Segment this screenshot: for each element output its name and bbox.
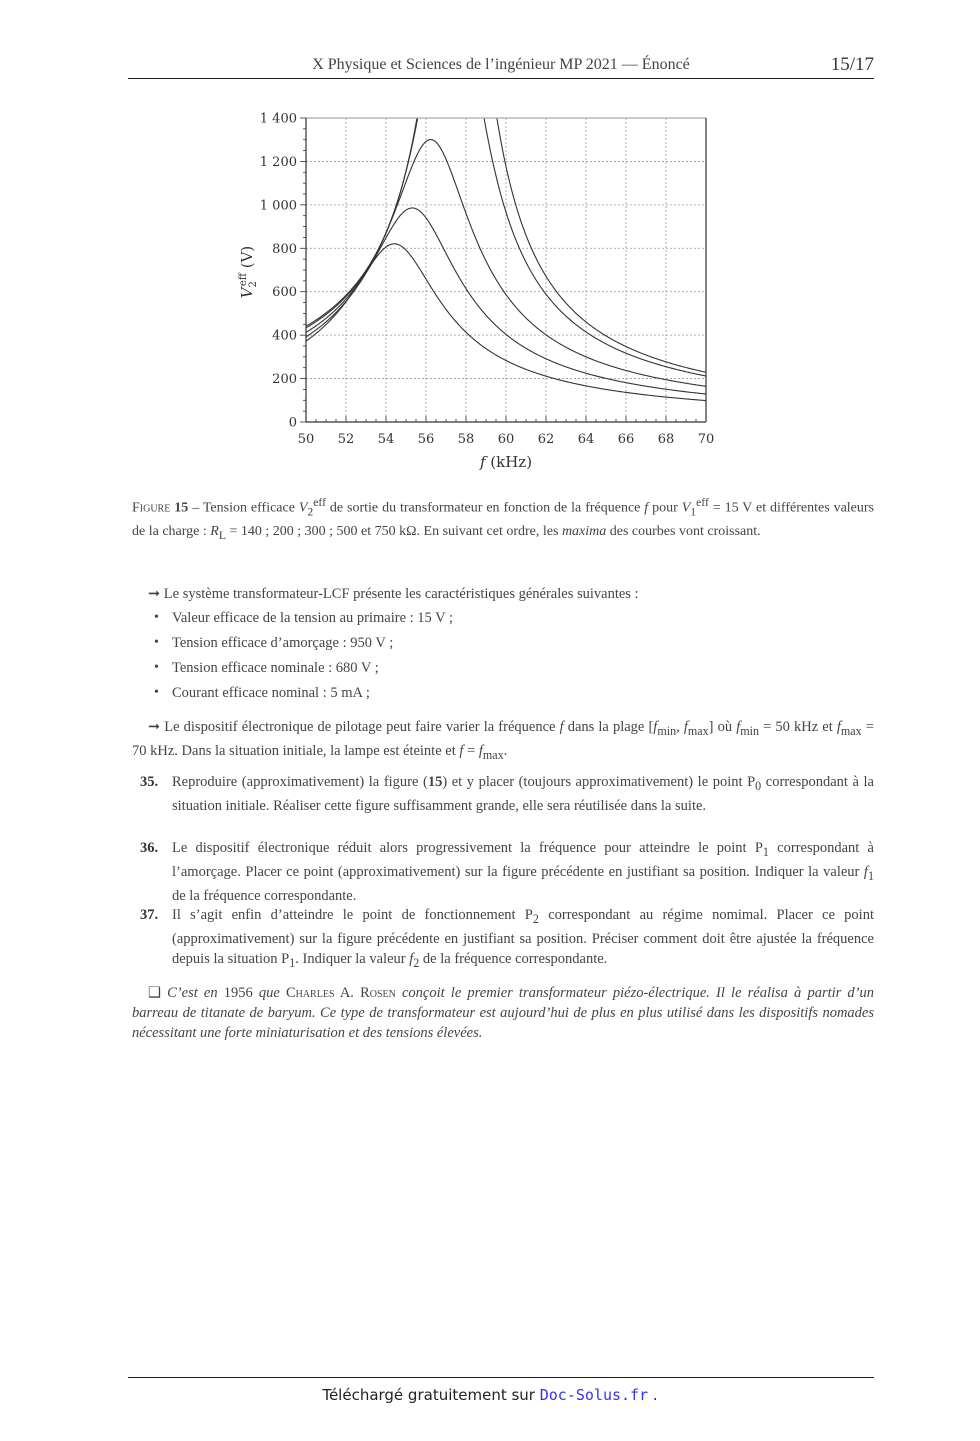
page-number: 15/17 [830, 54, 874, 75]
figure-15-chart [230, 105, 730, 480]
doc-solus-link[interactable]: Doc-Solus.fr [539, 1386, 649, 1404]
x-tick-label: 70 [697, 432, 715, 447]
text: Il s’agit enfin d’atteindre le point de fonctionnement P [172, 907, 533, 923]
text: ] où [708, 719, 737, 735]
text: correspondant au régime nomimal. Placer ce point (approximativement) sur la figure précédente en justifiant sa position. Préciser comment doit être ajustée la fréquence depuis la situation P [172, 907, 874, 967]
text: dans la plage [ [563, 719, 654, 735]
question-35 [140, 772, 874, 816]
y-tick-label: 0 [288, 415, 297, 431]
page-footer [0, 1386, 980, 1404]
footer-text: Téléchargé gratuitement sur [322, 1386, 540, 1404]
y-tick-label: 1 000 [259, 198, 297, 214]
question-number: 36. [140, 840, 159, 856]
x-tick-label: 50 [297, 432, 315, 447]
y-tick-label: 200 [272, 372, 297, 388]
page-header [128, 54, 874, 79]
text: de la fréquence correspondante. [172, 887, 357, 904]
list-item: • Tension efficace nominale : 680 V ; [132, 658, 874, 683]
x-axis-label: f (kHz) [479, 453, 533, 471]
caption-text: = 15 V et différentes valeurs de la charge : [132, 500, 874, 540]
text: correspondant à la situation initiale. Réaliser cette figure suffisamment grande, elle sera réutilisée dans la suite. [172, 774, 874, 814]
historical-note [132, 983, 874, 1043]
text: . [503, 742, 508, 759]
frequency-range-paragraph: ➞ Le dispositif électronique de pilotage peut faire varier la fréquence f dans la plage [$f_{min}$, $f_{max}$] où $f_{min} = 50$ kHz et $f_{max} = 70$ kHz. Dans la situation initiale, la lampe est éteinte et $f = f_{max}$. [132, 719, 874, 762]
caption-label: Figure [132, 500, 171, 516]
question-number: 35. [140, 774, 159, 790]
rl-symbol: R [210, 524, 219, 540]
list-item: • Tension efficace d’amorçage : 950 V ; [132, 633, 874, 658]
x-tick-label: 60 [497, 432, 515, 447]
y-tick-label: 1 400 [259, 111, 297, 127]
resonance-plot [230, 105, 730, 480]
caption-maxima: maxima [561, 524, 607, 540]
x-tick-label: 52 [337, 432, 355, 447]
y-tick-label: 600 [272, 285, 297, 301]
text: . Indiquer la valeur [295, 950, 410, 967]
system-intro: ➞ Le système transformateur-LCF présente les caractéristiques générales suivantes : [148, 586, 639, 602]
x-tick-label: 66 [617, 432, 635, 447]
footer-text: . [648, 1386, 658, 1404]
checkbox-icon: ❑ [148, 985, 168, 1001]
text: ➞ Le dispositif électronique de pilotage peut faire varier la fréquence [148, 719, 560, 735]
document-title: X Physique et Sciences de l’ingénieur MP 2021 — Énoncé [312, 56, 690, 73]
x-tick-label: 54 [377, 432, 395, 447]
x-tick-label: 68 [657, 432, 675, 447]
caption-text: pour [648, 500, 682, 516]
text: ) et y placer (toujours approximativement) le point P [442, 774, 756, 790]
list-item: • Courant efficace nominal : 5 mA ; [132, 683, 874, 708]
y-tick-label: 800 [272, 241, 297, 257]
text: conçoit le premier transformateur piézo-électrique. Il le réalisa à partir d’un barreau de titanate de baryum. Ce type de transformateur est aujourd’hui de plus en plus utilisé dans les dispositifs nomades nécessitant une forte miniaturisation et des tensions élevées. [132, 985, 874, 1041]
text: que [252, 985, 286, 1001]
caption-text: de sortie du transformateur en fonction de la fréquence [325, 500, 645, 516]
caption-text: = 140 ; 200 ; 300 ; 500 et 750 kΩ. En suivant cet ordre, les [225, 524, 562, 540]
sub: 2 [532, 911, 539, 926]
text: C’est en [167, 985, 224, 1001]
x-tick-label: 56 [417, 432, 435, 447]
curves [306, 105, 706, 401]
caption-text: des courbes vont croissant. [606, 524, 761, 540]
text: de la fréquence correspondante. [419, 950, 608, 967]
text: = 70 kHz. Dans la situation initiale, la lampe est éteinte et [132, 719, 874, 759]
list-item: • Valeur efficace de la tension au primaire : 15 V ; [132, 608, 874, 633]
characteristics-list [132, 608, 874, 708]
sub: 1 [762, 844, 769, 859]
rl-sub: L [218, 529, 226, 543]
question-36: 36. Le dispositif électronique réduit alors progressivement la fréquence pour atteindre le point $P_1$ correspondant à l’amorçage. Placer ce point (approximativement) sur la figure précédente en justifiant sa position. Indiquer la valeur $f_1$ de la fréquence correspondante. [140, 840, 874, 904]
text: Reproduire (approximativement) la figure ( [172, 774, 428, 790]
x-tick-label: 58 [457, 432, 475, 447]
text: correspondant à l’amorçage. Placer ce point (approximativement) sur la figure précédente en justifiant sa position. Indiquer la valeur [172, 840, 874, 880]
caption-text: – Tension efficace [188, 500, 299, 516]
sub: 1 [867, 868, 874, 883]
year: 1956 [223, 985, 253, 1001]
text: = 50 kHz et [759, 719, 837, 735]
footer-divider [128, 1377, 874, 1378]
sub: 2 [413, 955, 420, 970]
figure-caption: Figure 15 – Tension efficace $V_2^{eff}$ de sortie du transformateur en fonction de la fréquence f pour $V_1^{eff} = 15$ V et différentes valeurs de la charge : $R_L = 140$ ; 200 ; 300 ; 500 et 750 kΩ. En suivant cet ordre, les maxima des courbes vont croissant. [132, 496, 874, 543]
y-tick-label: 1 200 [259, 154, 297, 170]
y-tick-label: 400 [272, 328, 297, 344]
sub: 1 [289, 955, 296, 970]
question-37: 37. Il s’agit enfin d’atteindre le point de fonctionnement $P_2$ correspondant au régime nomimal. Placer ce point (approximativement) sur la figure précédente en justifiant sa position. Préciser comment doit être ajustée la fréquence depuis la situation $P_1$. Indiquer la valeur $f_2$ de la fréquence correspondante. [140, 907, 874, 970]
x-tick-label: 64 [577, 432, 595, 447]
caption-number: 15 [174, 500, 189, 516]
question-number: 37. [140, 907, 159, 923]
figure-ref: 15 [427, 774, 443, 790]
sub: 0 [755, 778, 762, 793]
x-tick-label: 62 [537, 432, 555, 447]
text: Le dispositif électronique réduit alors progressivement la fréquence pour atteindre le point P [172, 840, 763, 856]
person-name: Charles A. Rosen [285, 985, 396, 1001]
y-axis-label: $V_2eff$ (V) [238, 245, 259, 299]
text: = [463, 742, 479, 759]
